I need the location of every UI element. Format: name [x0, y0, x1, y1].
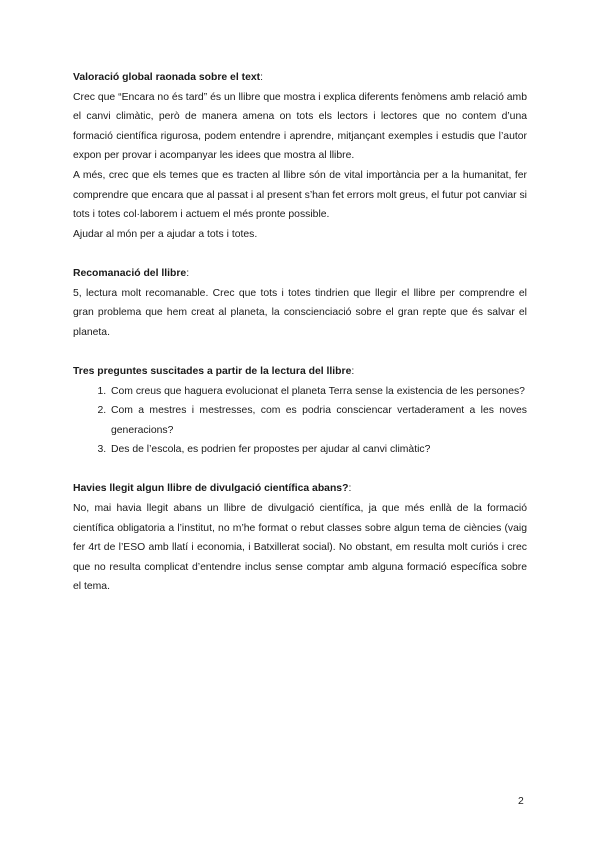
page-content [73, 68, 527, 617]
paragraph: A més, crec que els temes que es tracten al llibre són de vital importància per a la humanitat, fer comprendre que encara que al passat i al present s’han fet errors molt greus, el futur pot canviar si tots i totes col·laborem i actuem el més pronte possible. [73, 169, 527, 221]
section-heading [73, 362, 527, 382]
heading-colon: : [351, 365, 355, 377]
heading-text: Valoració global raonada sobre el text [73, 72, 261, 83]
paragraph: 5, lectura molt recomanable. Crec que tots i totes tindrien que llegir el llibre per comprendre el gran problema que hem creat al planeta, la conscienciació sobre el gran repte que és salvar el planeta. [73, 287, 527, 338]
section-heading [73, 68, 527, 88]
heading-text: Tres preguntes suscitades a partir de la lectura del llibre [73, 365, 352, 377]
section-heading [73, 479, 527, 499]
list-item: 2. Com a mestres i mestresses, com es podria consciencar vertaderament a les noves generacions? [109, 401, 527, 440]
heading-colon: : [186, 267, 190, 279]
section-divulgacio [73, 479, 527, 597]
heading-colon: : [260, 72, 263, 83]
page-number: 2 [518, 796, 524, 807]
section-heading [73, 264, 527, 284]
paragraph: No, mai havia llegit abans un llibre de divulgació científica, ja que més enllà de la formació científica obligatoria a l’institut, no m’he format o rebut classes sobre algun tema de ciències (vaig fer 4rt de l’ESO amb llatí i economia, i Batxillerat social). No obstant, em resulta molt curiós i crec que no resulta complicat d’entendre inclus sense comptar amb alguna formació específica sobre el tema. [73, 503, 527, 593]
heading-text: Havies llegit algun llibre de divulgació científica abans? [73, 483, 349, 495]
section-recomanacio [73, 264, 527, 342]
list-item: 3. Des de l’escola, es podrien fer propostes per ajudar al canvi climàtic? [109, 440, 527, 460]
section-preguntes [73, 362, 527, 460]
heading-colon: : [348, 483, 352, 495]
paragraph: Crec que “Encara no és tard” és un llibre que mostra i explica diferents fenòmens amb relació amb el canvi climàtic, però de manera amena on tots els lectors i lectores que no contem d’una formació científica rigurosa, podem entendre i aprendre, mitjançant exemples i estudis que l’autor expon per provar i acompanyar les idees que mostra al llibre. [73, 91, 527, 162]
list-item: 1. Com creus que haguera evolucionat el planeta Terra sense la existencia de les persones? [109, 382, 527, 402]
paragraph: Ajudar al món per a ajudar a tots i totes. [73, 228, 258, 240]
section-valoracio [73, 68, 527, 244]
questions-list [73, 382, 527, 460]
heading-text: Recomanació del llibre [73, 267, 187, 279]
